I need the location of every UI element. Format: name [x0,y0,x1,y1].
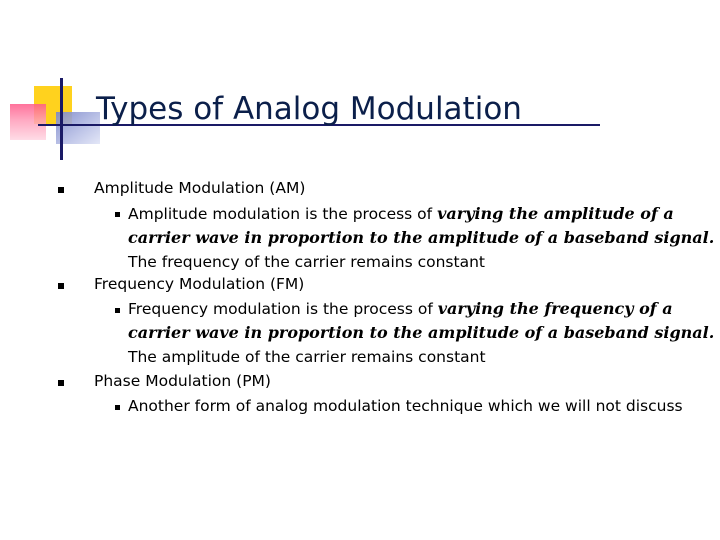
sub-item-am [128,202,718,274]
bullet-square-icon [58,283,64,289]
sub-bullet-square-icon [115,212,120,217]
sub-item-fm-emphasis: varying the frequency of a carrier wave in proportion to the amplitude of a baseband signal. [128,299,715,342]
slide-title: Types of Analog Modulation [96,91,522,127]
sub-item-fm [128,297,718,369]
sub-item-fm-text: Frequency modulation is the process of [128,300,438,318]
logo-vertical-line [60,78,63,160]
logo-red-square [10,104,46,140]
sub-item-pm: Another form of analog modulation technique which we will not discuss [128,397,683,415]
sub-item-am-text: Amplitude modulation is the process of [128,205,438,223]
bullet-square-icon [58,380,64,386]
list-item-am: Amplitude Modulation (AM) [94,179,306,197]
list-item-pm: Phase Modulation (PM) [94,372,271,390]
sub-bullet-square-icon [115,405,120,410]
sub-item-am-tail: The frequency of the carrier remains constant [128,253,485,271]
sub-item-fm-tail: The amplitude of the carrier remains constant [128,348,486,366]
sub-item-am-emphasis: varying the amplitude of a carrier wave in proportion to the amplitude of a baseband signal. [128,204,715,247]
bullet-square-icon [58,187,64,193]
sub-bullet-square-icon [115,308,120,313]
list-item-fm: Frequency Modulation (FM) [94,275,305,293]
